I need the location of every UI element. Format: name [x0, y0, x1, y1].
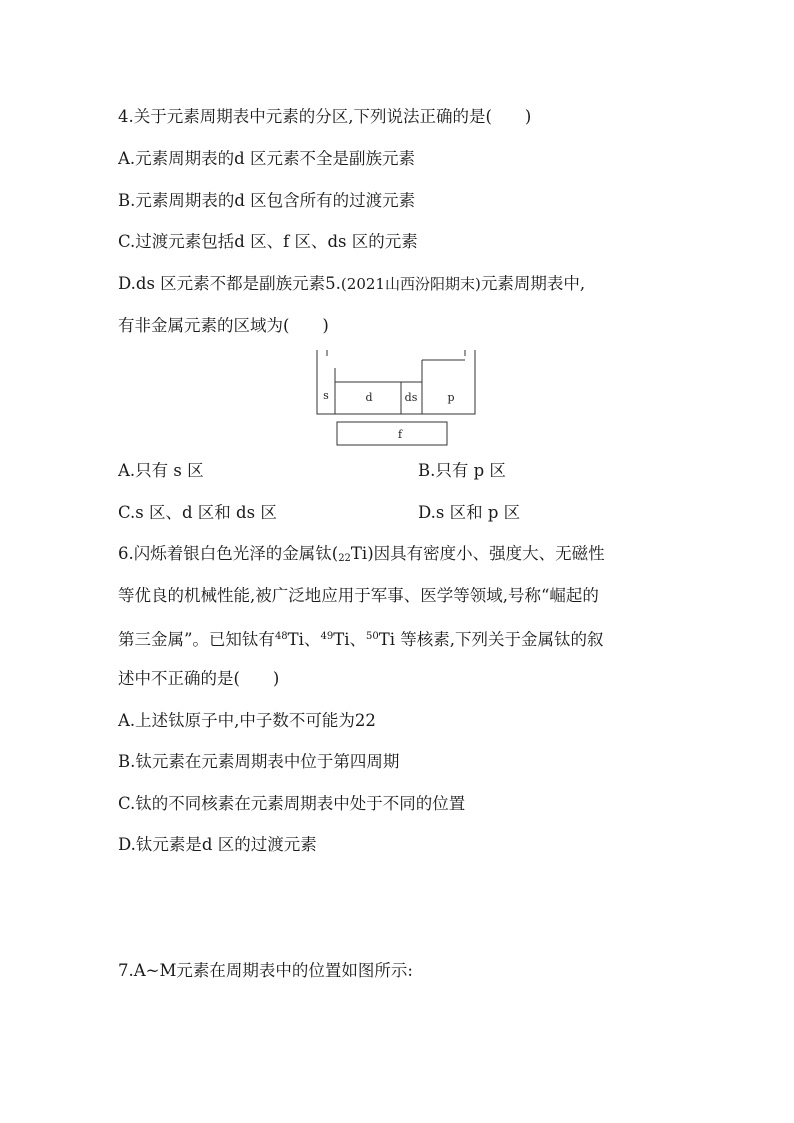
q4-option-c: C.过渡元素包括d 区、f 区、ds 区的元素 [118, 232, 418, 251]
f-block [337, 422, 447, 445]
q6-stem-line2: 等优良的机械性能,被广泛地应用于军事、医学等领域,号称“崛起的 [118, 586, 599, 605]
q6-stem-line3: 第三金属”。已知钛有$^{48}$Ti、$^{49}$Ti、$^{50}$Ti 等核素,下列关于金属钛的叙 [118, 630, 604, 649]
q7-stem: 7.A~M元素在周期表中的位置如图所示: [118, 961, 413, 980]
q5-option-c: C.s 区、d 区和 ds 区 [118, 503, 277, 522]
label-d: d [365, 391, 373, 404]
q6-option-b: B.钛元素在元素周期表中位于第四周期 [118, 752, 400, 771]
q5-option-b: B.只有 p 区 [418, 461, 506, 480]
q4-option-d-with-q5: D.ds 区元素不都是副族元素5.(2021山西汾阳期末)元素周期表中, [118, 274, 586, 293]
q4-option-b: B.元素周期表的d 区包含所有的过渡元素 [118, 191, 416, 210]
label-s: s [323, 389, 329, 402]
q6-stem-line4: 述中不正确的是( ) [118, 669, 280, 688]
q5-option-a: A.只有 s 区 [118, 461, 204, 480]
q5-stem-cont: 有非金属元素的区域为( ) [118, 316, 329, 335]
q4-stem: 4.关于元素周期表中元素的分区,下列说法正确的是( ) [118, 107, 532, 126]
q6-option-d: D.钛元素是d 区的过渡元素 [118, 835, 317, 854]
q4-option-a: A.元素周期表的d 区元素不全是副族元素 [118, 149, 415, 168]
q5-option-d: D.s 区和 p 区 [418, 503, 521, 522]
q6-stem-line1: 6.闪烁着银白色光泽的金属钛$(_{22}Ti)$因具有密度小、强度大、无磁性 [118, 544, 605, 564]
label-p: p [447, 391, 455, 404]
label-f: f [397, 428, 403, 441]
q6-option-c: C.钛的不同核素在元素周期表中处于不同的位置 [118, 794, 466, 813]
q6-option-a: A.上述钛原子中,中子数不可能为22 [118, 711, 376, 730]
label-ds: ds [404, 391, 418, 404]
